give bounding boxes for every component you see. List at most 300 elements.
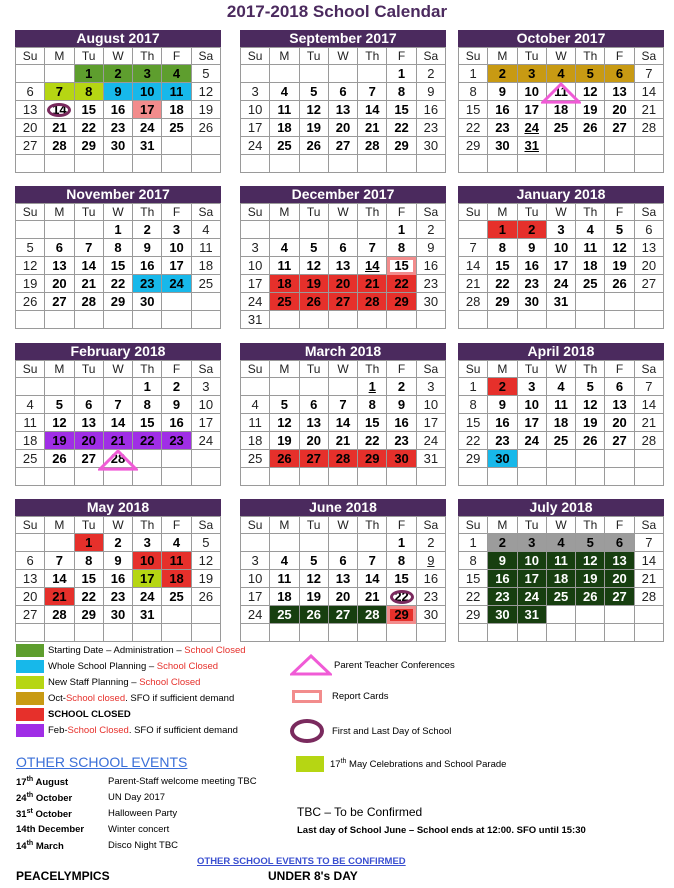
calendar-day: 27: [16, 137, 45, 155]
calendar-day: 15: [74, 101, 103, 119]
calendar-empty-cell: [241, 378, 270, 396]
calendar-day: 23: [488, 432, 517, 450]
calendar-day: 18: [241, 432, 270, 450]
calendar-day: 2: [416, 221, 445, 239]
day-of-week-label: Tu: [517, 48, 546, 65]
calendar-empty-cell: [162, 606, 191, 624]
calendar-day: 3: [517, 534, 546, 552]
day-of-week-label: M: [45, 48, 74, 65]
report-card-icon: [292, 690, 322, 703]
calendar-day: 20: [605, 101, 634, 119]
calendar-day: 29: [459, 137, 488, 155]
calendar-day: 3: [416, 378, 445, 396]
day-of-week-label: Tu: [74, 361, 103, 378]
day-of-week-label: F: [162, 517, 191, 534]
day-of-week-label: M: [270, 517, 299, 534]
event-date: 24th October: [16, 792, 73, 805]
calendar-day: 25: [546, 432, 575, 450]
calendar-empty-cell: [358, 155, 387, 173]
calendar-empty-cell: [162, 624, 191, 642]
calendar-day: 9: [416, 552, 445, 570]
calendar-empty-cell: [45, 311, 74, 329]
calendar-empty-cell: [634, 624, 663, 642]
calendar-day: 9: [162, 396, 191, 414]
calendar-day: 28: [634, 588, 663, 606]
day-of-week-label: Tu: [74, 204, 103, 221]
calendar-day: 8: [74, 83, 103, 101]
calendar-empty-cell: [387, 624, 416, 642]
calendar-day: 18: [270, 119, 299, 137]
legend-newstaff-closed: School Closed: [139, 676, 201, 688]
calendar-day: 28: [328, 450, 357, 468]
calendar-day: 6: [328, 83, 357, 101]
day-of-week-label: Su: [241, 204, 270, 221]
calendar-day: 16: [133, 257, 162, 275]
calendar-day: 27: [328, 606, 357, 624]
calendar-empty-cell: [162, 155, 191, 173]
calendar-empty-cell: [605, 293, 634, 311]
calendar-day: 22: [103, 275, 132, 293]
legend-starting-text: Starting Date – Administration –: [48, 644, 185, 656]
day-of-week-label: Tu: [299, 517, 328, 534]
calendar-day: 5: [270, 396, 299, 414]
calendar-day: 2: [416, 534, 445, 552]
day-of-week-label: W: [103, 361, 132, 378]
page-title: 2017-2018 School Calendar: [226, 2, 448, 21]
calendar-day: 19: [299, 588, 328, 606]
calendar-day: 1: [387, 534, 416, 552]
calendar-day: 7: [634, 65, 663, 83]
calendar-empty-cell: [488, 311, 517, 329]
calendar-day: 31: [517, 137, 546, 155]
month-header: October 2017: [458, 30, 664, 47]
calendar-empty-cell: [45, 155, 74, 173]
calendar-day: 30: [133, 293, 162, 311]
calendar-day: 5: [576, 378, 605, 396]
calendar-day: 6: [605, 534, 634, 552]
legend-whole-text: Whole School Planning –: [48, 660, 157, 672]
calendar-day: 30: [416, 137, 445, 155]
day-of-week-label: F: [605, 204, 634, 221]
calendar-day: 16: [488, 414, 517, 432]
calendar-day: 30: [387, 450, 416, 468]
calendar-day: 22: [133, 432, 162, 450]
calendar-empty-cell: [191, 293, 220, 311]
calendar-day: 17: [517, 570, 546, 588]
calendar-day: 13: [605, 83, 634, 101]
calendar-empty-cell: [328, 311, 357, 329]
calendar-empty-cell: [634, 137, 663, 155]
calendar-empty-cell: [45, 534, 74, 552]
calendar-day: 2: [103, 65, 132, 83]
calendar-empty-cell: [328, 65, 357, 83]
calendar-day: 16: [416, 570, 445, 588]
calendar-day: 20: [16, 119, 45, 137]
calendar-day: 12: [270, 414, 299, 432]
calendar-day: 26: [605, 275, 634, 293]
calendar-day: 25: [191, 275, 220, 293]
calendar-empty-cell: [358, 311, 387, 329]
calendar-day: 11: [270, 570, 299, 588]
calendar-day: 21: [103, 432, 132, 450]
calendar-day: 12: [191, 552, 220, 570]
calendar-day: 10: [241, 101, 270, 119]
day-of-week-label: Sa: [634, 517, 663, 534]
calendar-day: 25: [162, 588, 191, 606]
calendar-day: 13: [605, 552, 634, 570]
triangle-icon: [290, 654, 332, 676]
month-header: September 2017: [240, 30, 446, 47]
calendar-day: 30: [488, 606, 517, 624]
calendar-empty-cell: [459, 468, 488, 486]
day-of-week-label: Tu: [299, 361, 328, 378]
calendar-empty-cell: [45, 221, 74, 239]
day-of-week-label: Tu: [517, 204, 546, 221]
calendar-day: 20: [328, 119, 357, 137]
calendar-day: 6: [16, 552, 45, 570]
calendar-day: 17: [241, 588, 270, 606]
month-header: August 2017: [15, 30, 221, 47]
calendar-day: 1: [387, 221, 416, 239]
day-of-week-label: Sa: [634, 48, 663, 65]
calendar-day: 21: [634, 414, 663, 432]
calendar-day: 17: [162, 257, 191, 275]
legend-first-last: [290, 719, 451, 743]
day-of-week-label: Sa: [634, 361, 663, 378]
month-header: February 2018: [15, 343, 221, 360]
day-of-week-label: Th: [576, 517, 605, 534]
calendar-empty-cell: [299, 155, 328, 173]
day-of-week-label: Tu: [74, 517, 103, 534]
calendar-day: 5: [299, 83, 328, 101]
calendar-day: 13: [16, 101, 45, 119]
calendar-day: 8: [387, 83, 416, 101]
calendar-day: 16: [488, 101, 517, 119]
calendar-day: 26: [299, 137, 328, 155]
calendar-empty-cell: [605, 468, 634, 486]
calendar-day: 6: [328, 239, 357, 257]
calendar-empty-cell: [634, 606, 663, 624]
calendar-empty-cell: [605, 155, 634, 173]
peacelympics: PEACELYMPICS: [16, 869, 110, 883]
calendar-empty-cell: [546, 468, 575, 486]
calendar-day: 27: [605, 588, 634, 606]
day-of-week-label: F: [387, 517, 416, 534]
calendar-empty-cell: [270, 468, 299, 486]
day-of-week-label: Th: [576, 48, 605, 65]
calendar-day: 8: [387, 552, 416, 570]
legend-may17-text: May Celebrations and School Parade: [346, 759, 507, 771]
calendar-empty-cell: [191, 624, 220, 642]
legend-report-cards: [292, 690, 389, 703]
calendar-day: 15: [387, 101, 416, 119]
calendar-day: 26: [299, 293, 328, 311]
calendar-day: 29: [74, 137, 103, 155]
month-november-2017: [15, 186, 221, 329]
day-of-week-label: Su: [459, 361, 488, 378]
calendar-day: 12: [16, 257, 45, 275]
day-of-week-label: M: [270, 361, 299, 378]
calendar-day: 5: [45, 396, 74, 414]
calendar-day: 29: [358, 450, 387, 468]
calendar-day: 6: [605, 378, 634, 396]
calendar-empty-cell: [605, 606, 634, 624]
day-of-week-label: F: [605, 361, 634, 378]
legend-whole-closed: School Closed: [156, 660, 219, 672]
calendar-day: 22: [459, 432, 488, 450]
day-of-week-label: W: [328, 517, 357, 534]
calendar-day: 14: [459, 257, 488, 275]
calendar-day: 26: [576, 119, 605, 137]
calendar-day: 10: [517, 396, 546, 414]
calendar-day: 8: [459, 83, 488, 101]
calendar-day: 24: [133, 588, 162, 606]
calendar-day: 24: [517, 588, 546, 606]
calendar-day: 25: [270, 606, 299, 624]
calendar-day: 27: [328, 137, 357, 155]
to-be-confirmed-heading: OTHER SCHOOL EVENTS TO BE CONFIRMED: [197, 856, 406, 867]
calendar-day: 24: [241, 606, 270, 624]
day-of-week-label: W: [103, 517, 132, 534]
calendar-empty-cell: [328, 468, 357, 486]
calendar-day: 7: [328, 396, 357, 414]
calendar-empty-cell: [576, 450, 605, 468]
calendar-empty-cell: [358, 624, 387, 642]
calendar-day: 11: [576, 239, 605, 257]
day-of-week-label: W: [103, 204, 132, 221]
legend-feb-prefix: Feb-: [48, 724, 68, 736]
legend-starting-date: [16, 643, 246, 657]
month-header: May 2018: [15, 499, 221, 516]
calendar-empty-cell: [270, 65, 299, 83]
calendar-empty-cell: [488, 155, 517, 173]
calendar-day: 25: [16, 450, 45, 468]
day-of-week-label: Th: [358, 361, 387, 378]
month-july-2018: [458, 499, 664, 642]
calendar-day: 29: [103, 293, 132, 311]
calendar-day: 15: [459, 101, 488, 119]
calendar-day: 25: [576, 275, 605, 293]
calendar-day: 21: [74, 275, 103, 293]
calendar-day: 22: [488, 275, 517, 293]
calendar-empty-cell: [546, 606, 575, 624]
day-of-week-label: Th: [576, 361, 605, 378]
calendar-day: 22: [459, 588, 488, 606]
calendar-day: 18: [162, 101, 191, 119]
calendar-day: 7: [74, 239, 103, 257]
calendar-day: 16: [103, 101, 132, 119]
calendar-day: 17: [133, 101, 162, 119]
calendar-day: 28: [358, 293, 387, 311]
calendar-empty-cell: [576, 624, 605, 642]
calendar-empty-cell: [459, 624, 488, 642]
calendar-empty-cell: [517, 155, 546, 173]
calendar-empty-cell: [416, 624, 445, 642]
calendar-empty-cell: [16, 65, 45, 83]
calendar-day: 12: [605, 239, 634, 257]
day-of-week-label: Sa: [634, 204, 663, 221]
calendar-empty-cell: [546, 624, 575, 642]
month-may-2018: [15, 499, 221, 642]
calendar-day: 10: [546, 239, 575, 257]
calendar-empty-cell: [576, 155, 605, 173]
calendar-empty-cell: [517, 450, 546, 468]
calendar-day: 19: [299, 275, 328, 293]
legend-swatch-purple: [16, 724, 44, 737]
calendar-day: 17: [517, 414, 546, 432]
calendar-day: 29: [387, 293, 416, 311]
calendar-day: 16: [387, 414, 416, 432]
day-of-week-label: F: [162, 48, 191, 65]
day-of-week-label: Sa: [416, 517, 445, 534]
legend-starting-closed: School Closed: [184, 644, 246, 656]
calendar-day: 7: [45, 552, 74, 570]
calendar-day: 18: [270, 275, 299, 293]
calendar-day: 3: [241, 239, 270, 257]
calendar-day: 13: [328, 101, 357, 119]
calendar-empty-cell: [634, 293, 663, 311]
calendar-day: 21: [459, 275, 488, 293]
calendar-day: 28: [459, 293, 488, 311]
first-last-day-oval-icon: [390, 590, 414, 604]
calendar-day: 16: [488, 570, 517, 588]
day-of-week-label: Su: [241, 517, 270, 534]
day-of-week-label: W: [546, 204, 575, 221]
calendar-day: 18: [546, 101, 575, 119]
day-of-week-label: Sa: [191, 361, 220, 378]
calendar-empty-cell: [191, 468, 220, 486]
calendar-day: 27: [16, 606, 45, 624]
calendar-day: 25: [270, 293, 299, 311]
calendar-day: 22: [387, 119, 416, 137]
calendar-empty-cell: [517, 624, 546, 642]
calendar-day: 14: [328, 414, 357, 432]
calendar-day: 21: [634, 101, 663, 119]
day-of-week-label: Tu: [517, 361, 546, 378]
calendar-day: 22: [74, 588, 103, 606]
calendar-day: 2: [517, 221, 546, 239]
calendar-day: 29: [459, 606, 488, 624]
calendar-day: 6: [45, 239, 74, 257]
calendar-day: 4: [576, 221, 605, 239]
calendar-day: 1: [488, 221, 517, 239]
calendar-day: 14: [634, 552, 663, 570]
calendar-day: 24: [517, 119, 546, 137]
calendar-day: 9: [416, 83, 445, 101]
calendar-day: 7: [459, 239, 488, 257]
calendar-day: 15: [74, 570, 103, 588]
calendar-day: 18: [546, 414, 575, 432]
day-of-week-label: Sa: [191, 517, 220, 534]
calendar-empty-cell: [270, 378, 299, 396]
month-february-2018: [15, 343, 221, 486]
calendar-empty-cell: [241, 155, 270, 173]
calendar-day: 22: [387, 275, 416, 293]
calendar-empty-cell: [103, 624, 132, 642]
calendar-day: 12: [299, 257, 328, 275]
calendar-day: 11: [162, 83, 191, 101]
calendar-empty-cell: [241, 468, 270, 486]
calendar-day: 4: [546, 534, 575, 552]
calendar-day: 11: [546, 552, 575, 570]
calendar-day: 13: [328, 570, 357, 588]
calendar-day: 20: [299, 432, 328, 450]
calendar-empty-cell: [387, 155, 416, 173]
calendar-empty-cell: [241, 534, 270, 552]
calendar-empty-cell: [416, 155, 445, 173]
day-of-week-label: Tu: [517, 517, 546, 534]
calendar-day: 10: [133, 552, 162, 570]
calendar-day: 27: [605, 119, 634, 137]
calendar-day: 6: [328, 552, 357, 570]
day-of-week-label: M: [270, 48, 299, 65]
calendar-empty-cell: [299, 468, 328, 486]
calendar-day: 28: [74, 293, 103, 311]
calendar-day: 8: [103, 239, 132, 257]
calendar-day: 14: [634, 83, 663, 101]
calendar-empty-cell: [634, 468, 663, 486]
calendar-day: 5: [299, 239, 328, 257]
calendar-empty-cell: [103, 378, 132, 396]
legend-report-text: Report Cards: [332, 691, 389, 702]
calendar-day: 5: [299, 552, 328, 570]
calendar-day: 18: [576, 257, 605, 275]
calendar-empty-cell: [103, 468, 132, 486]
calendar-day: 26: [16, 293, 45, 311]
day-of-week-label: M: [45, 361, 74, 378]
day-of-week-label: F: [605, 48, 634, 65]
calendar-day: 9: [488, 552, 517, 570]
calendar-day: 23: [103, 588, 132, 606]
calendar-day: 16: [416, 257, 445, 275]
calendar-empty-cell: [634, 155, 663, 173]
calendar-day: 6: [634, 221, 663, 239]
calendar-day: 16: [517, 257, 546, 275]
calendar-day: 31: [416, 450, 445, 468]
calendar-day: 1: [74, 65, 103, 83]
calendar-day: 18: [162, 570, 191, 588]
calendar-day: 20: [45, 275, 74, 293]
day-of-week-label: Sa: [416, 204, 445, 221]
calendar-day: 4: [270, 239, 299, 257]
calendar-day: 20: [74, 432, 103, 450]
calendar-day: 27: [328, 293, 357, 311]
calendar-empty-cell: [45, 65, 74, 83]
day-of-week-label: Tu: [299, 204, 328, 221]
legend-newstaff-text: New Staff Planning –: [48, 676, 140, 688]
calendar-day: 16: [416, 101, 445, 119]
day-of-week-label: Sa: [416, 361, 445, 378]
calendar-empty-cell: [605, 137, 634, 155]
calendar-day: 19: [191, 101, 220, 119]
calendar-day: 15: [387, 257, 416, 275]
calendar-day: 10: [517, 552, 546, 570]
day-of-week-label: Su: [459, 204, 488, 221]
calendar-day: 13: [74, 414, 103, 432]
calendar-day: 17: [133, 570, 162, 588]
day-of-week-label: Su: [241, 361, 270, 378]
calendar-day: 9: [103, 83, 132, 101]
calendar-day: 23: [103, 119, 132, 137]
calendar-day: 1: [103, 221, 132, 239]
calendar-day: 2: [488, 65, 517, 83]
calendar-day: 23: [133, 275, 162, 293]
calendar-day: 26: [191, 119, 220, 137]
day-of-week-label: W: [328, 204, 357, 221]
calendar-empty-cell: [546, 450, 575, 468]
legend-oct: [16, 691, 234, 705]
event-title: Parent-Staff welcome meeting TBC: [108, 776, 257, 787]
